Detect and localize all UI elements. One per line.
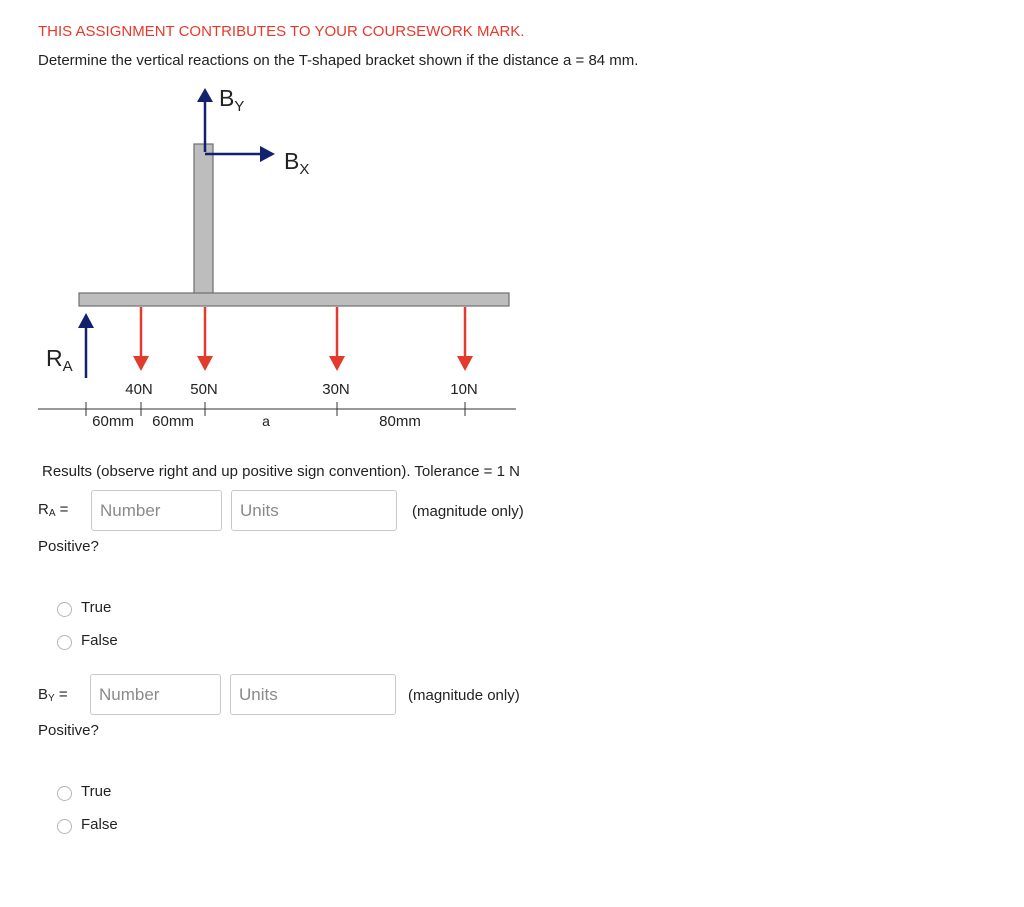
bx-diagram-label: $B_X$ <box>284 148 310 178</box>
ra-true-label: True <box>81 599 112 616</box>
load-arrow-10n <box>457 307 473 371</box>
by-true-radio[interactable] <box>57 786 72 801</box>
by-reaction-arrow <box>197 88 213 152</box>
ra-true-radio[interactable] <box>57 602 72 617</box>
load-label-40n: 40N <box>125 381 153 398</box>
load-arrow-50n <box>197 307 213 371</box>
dim-label-60mm-1: 60mm <box>92 413 134 430</box>
ra-positive-label: Positive? <box>38 538 99 555</box>
bx-reaction-arrow <box>205 146 275 162</box>
by-option-true[interactable] <box>57 782 111 801</box>
ra-number-input[interactable] <box>91 490 222 531</box>
load-label-10n: 10N <box>450 381 478 398</box>
ra-false-radio[interactable] <box>57 635 72 650</box>
by-magnitude-note: (magnitude only) <box>408 687 520 704</box>
ra-magnitude-note: (magnitude only) <box>412 503 524 520</box>
load-arrow-30n <box>329 307 345 371</box>
by-false-radio[interactable] <box>57 819 72 834</box>
ra-option-false[interactable] <box>57 631 118 650</box>
load-label-30n: 30N <box>322 381 350 398</box>
ra-units-input[interactable] <box>231 490 397 531</box>
by-units-input[interactable] <box>230 674 396 715</box>
by-option-false[interactable] <box>57 815 118 834</box>
by-number-input[interactable] <box>90 674 221 715</box>
by-diagram-label: $B_Y$ <box>219 85 245 115</box>
bracket-stem <box>194 144 213 294</box>
question-text: Determine the vertical reactions on the T-shaped bracket shown if the distance a = 84 mm. <box>38 52 639 69</box>
ra-reaction-arrow <box>78 313 94 378</box>
by-answer-label: $B_Y$ = <box>38 686 68 704</box>
by-true-label: True <box>81 783 112 800</box>
dim-label-60mm-2: 60mm <box>152 413 194 430</box>
bracket-flange <box>79 293 509 306</box>
results-instructions: Results (observe right and up positive sign convention). Tolerance = 1 N <box>42 463 520 480</box>
ra-option-true[interactable] <box>57 598 111 617</box>
t-bracket-diagram <box>0 78 560 438</box>
coursework-notice: THIS ASSIGNMENT CONTRIBUTES TO YOUR COURSEWORK MARK. <box>38 23 525 40</box>
ra-diagram-label: $R_A$ <box>46 345 73 375</box>
ra-answer-label: $R_A$ = <box>38 501 69 519</box>
by-false-label: False <box>81 816 118 833</box>
by-positive-label: Positive? <box>38 722 99 739</box>
dim-label-a: a <box>262 413 270 429</box>
dim-label-80mm: 80mm <box>379 413 421 430</box>
load-label-50n: 50N <box>190 381 218 398</box>
load-arrow-40n <box>133 307 149 371</box>
ra-false-label: False <box>81 632 118 649</box>
